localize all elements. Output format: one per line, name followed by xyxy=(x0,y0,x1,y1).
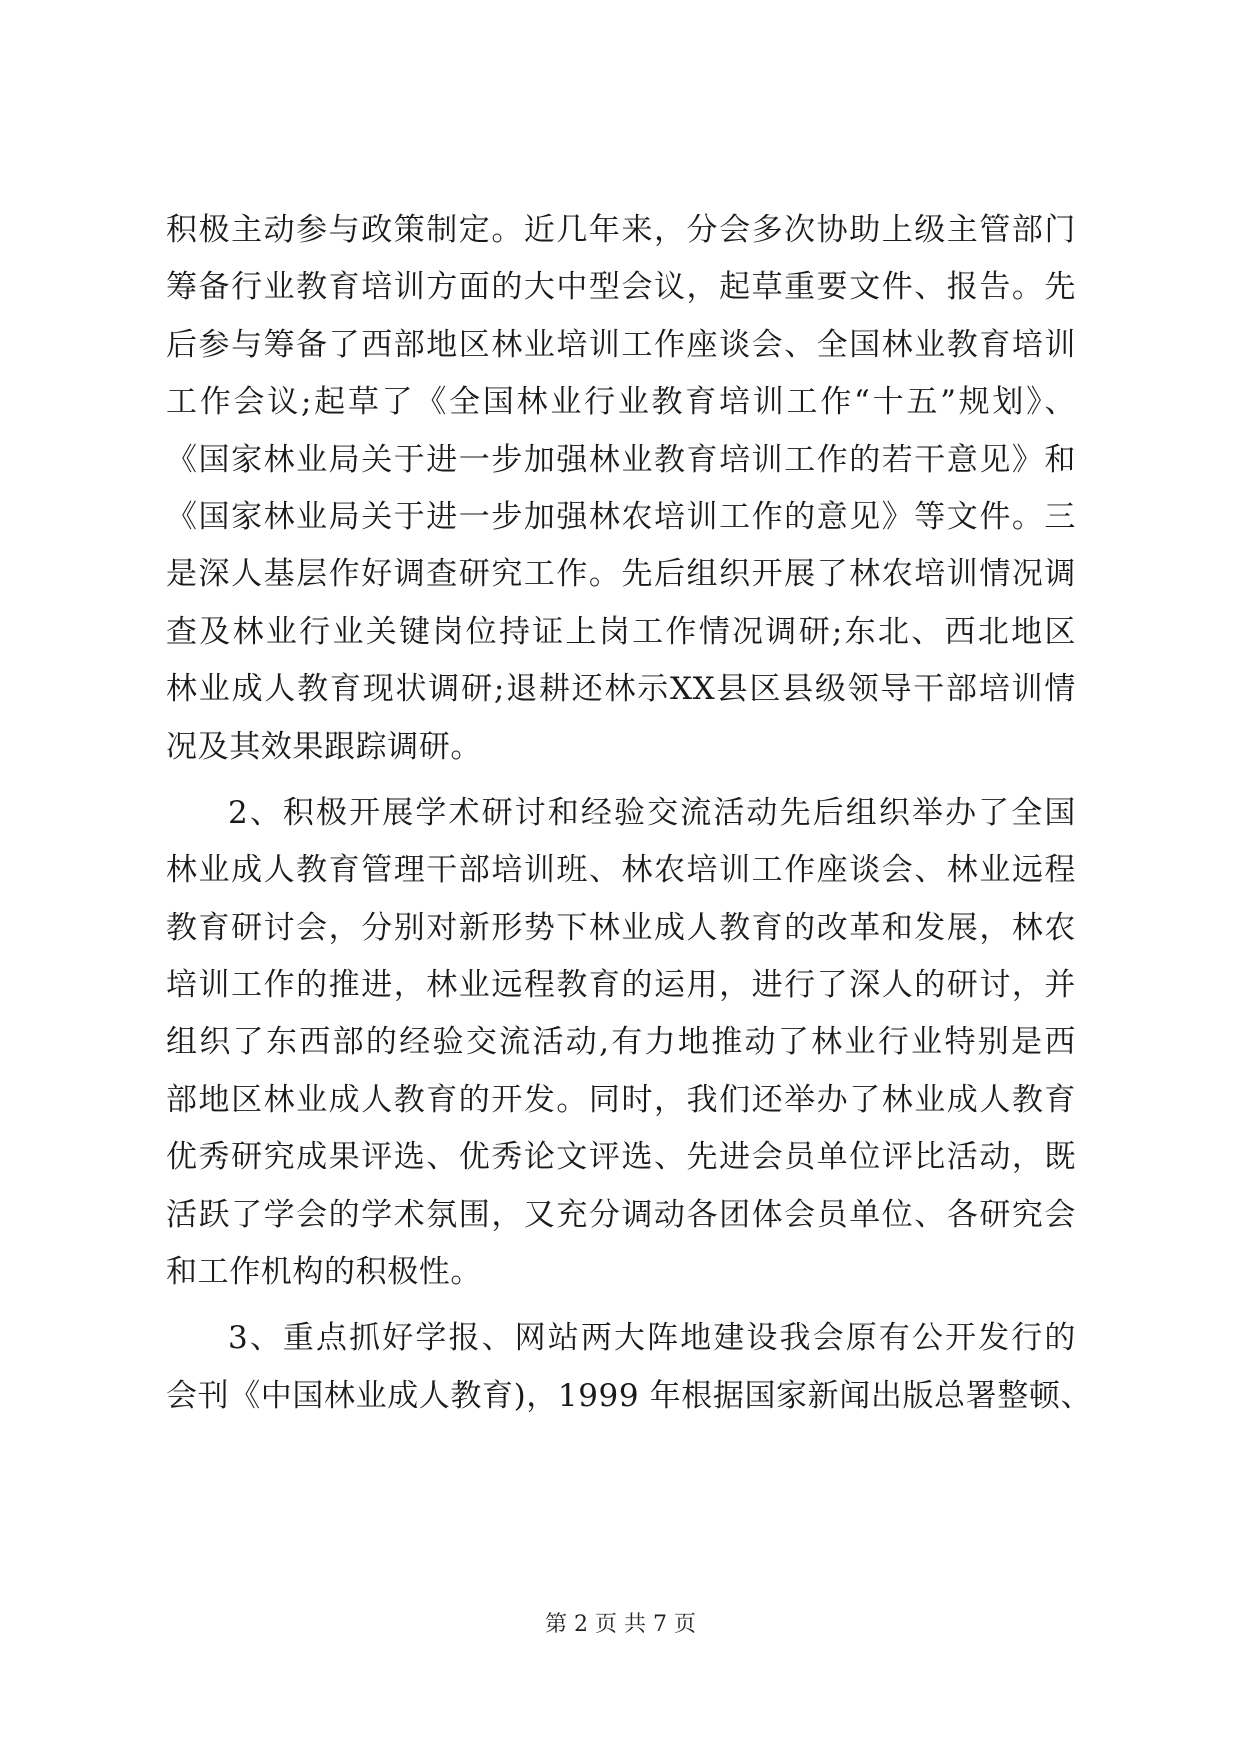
text-line: 活跃了学会的学术氛围，又充分调动各团体会员单位、各研究会 xyxy=(166,1196,1076,1233)
text-line: 工作会议;起草了《全国林业行业教育培训工作“十五”规划》、 xyxy=(166,384,1076,421)
text-line: 后参与筹备了西部地区林业培训工作座谈会、全国林业教育培训 xyxy=(166,326,1076,363)
page-footer xyxy=(0,1610,1241,1640)
paragraph-spacing xyxy=(166,776,1076,785)
page-number-label: 第 2 页 共 7 页 xyxy=(545,1612,696,1637)
text-line: 林业成人教育管理干部培训班、林农培训工作座谈会、林业远程 xyxy=(166,852,1076,889)
paragraph xyxy=(166,202,1076,776)
text-line: 教育研讨会，分别对新形势下林业成人教育的改革和发展，林农 xyxy=(166,909,1076,946)
text-line: 积极主动参与政策制定。近几年来，分会多次协助上级主管部门 xyxy=(166,212,1076,248)
text-line: 筹备行业教育培训方面的大中型会议，起草重要文件、报告。先 xyxy=(166,269,1076,306)
paragraph xyxy=(166,785,1076,1302)
paragraph xyxy=(166,1310,1093,1425)
text-line: 查及林业行业关键岗位持证上岗工作情况调研;东北、西北地区 xyxy=(166,613,1076,650)
text-line: 培训工作的推进，林业远程教育的运用，进行了深人的研讨，并 xyxy=(166,967,1076,1004)
text-line: 是深人基层作好调查研究工作。先后组织开展了林农培训情况调 xyxy=(166,556,1076,593)
text-line: 林业成人教育现状调研;退耕还林示XX县区县级领导干部培训情 xyxy=(166,671,1076,708)
document-body xyxy=(166,202,1093,1425)
text-line: 和工作机构的积极性。 xyxy=(166,1254,482,1291)
text-line: 况及其效果跟踪调研。 xyxy=(166,728,482,765)
text-line: 部地区林业成人教育的开发。同时，我们还举办了林业成人教育 xyxy=(166,1081,1076,1118)
text-line: 《国家林业局关于进一步加强林业教育培训工作的若干意见》和 xyxy=(166,441,1076,478)
paragraph-spacing xyxy=(166,1301,1076,1310)
text-line: 组织了东西部的经验交流活动,有力地推动了林业行业特别是西 xyxy=(166,1024,1076,1061)
text-line: 2、积极开展学术研讨和经验交流活动先后组织举办了全国 xyxy=(228,794,1076,831)
text-line: 会刊《中国林业成人教育)，1999 年根据国家新闻出版总署整顿、 xyxy=(166,1377,1093,1414)
text-line: 优秀研究成果评选、优秀论文评选、先进会员单位评比活动，既 xyxy=(166,1139,1076,1176)
text-line: 3、重点抓好学报、网站两大阵地建设我会原有公开发行的 xyxy=(228,1320,1076,1357)
text-line: 《国家林业局关于进一步加强林农培训工作的意见》等文件。三 xyxy=(166,498,1076,535)
